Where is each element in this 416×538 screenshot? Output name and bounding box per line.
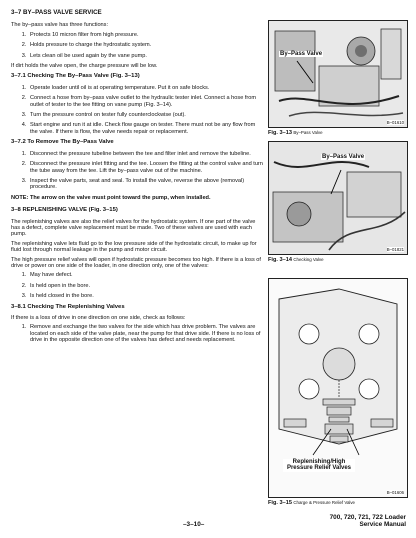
figure-number: Fig. 3–15: [268, 500, 292, 506]
figure-caption-text: By–Pass Valve: [293, 130, 323, 135]
figure-photo: [268, 20, 408, 128]
footer-manual: Service Manual: [359, 521, 406, 528]
figure-3-14: [268, 141, 408, 263]
figure-photo: [268, 141, 408, 255]
list-item: 2. Is held open in the bore.: [28, 283, 263, 289]
checking-steps: [11, 324, 263, 343]
list-item: 1. Disconnect the pressure tubeline between the tee and filter inlet and remove the tubeline.: [28, 151, 263, 157]
callout-label: By–Pass Valve: [322, 154, 365, 160]
figure-caption: [268, 130, 408, 136]
valve-states-list: [11, 272, 263, 299]
figure-caption-text: Checking Valve: [293, 257, 324, 262]
paragraph: The replenishing valves are also the relief valves for the hydrostatic system. If one part of the valve has a defect, complete valve replacement must be made. Two of these valves are used with each pump.: [11, 218, 256, 238]
functions-list: [11, 32, 263, 59]
checking-title: 3–8.1 Checking The Replenishing Valves: [11, 303, 125, 310]
figure-drawing: [268, 278, 408, 498]
section-title: 3–7 BY–PASS VALVE SERVICE: [11, 9, 102, 16]
list-item: 2. Holds pressure to charge the hydrostatic system.: [28, 42, 263, 48]
list-item: 4. Start engine and run it at idle. Check flow gauge on tester. There must not be any flow from the valve. If there is flow, the valve needs repair or replacement.: [28, 122, 263, 135]
remove-title: 3–7.2 To Remove The By–Pass Valve: [11, 139, 114, 146]
install-note: NOTE: The arrow on the valve must point toward the pump, when installed.: [11, 194, 211, 201]
engine-bay-illustration: [269, 21, 407, 127]
figure-caption-text: Charge & Pressure Relief Valve: [293, 500, 356, 505]
footer-model: 700, 720, 721, 722 Loader: [329, 514, 406, 521]
checking-intro: If there is a loss of drive in one direction on one side, check as follows:: [11, 315, 186, 321]
intro-text: The by–pass valve has three functions:: [11, 22, 109, 29]
main-text-column: [11, 10, 263, 348]
list-item: 2. Disconnect the pressure inlet fitting and the tee. Loosen the fitting at the control valve and turn the tube away from the tee. Lift the by–pass valve out of the machine.: [28, 161, 263, 174]
figure-ref: B–01610: [386, 120, 404, 125]
page-number: –3–10–: [183, 521, 205, 528]
list-item: 1. May have defect.: [28, 272, 263, 278]
list-item: 3. Turn the pressure control on tester fully counterclockwise (out).: [28, 112, 263, 118]
remove-steps: [11, 151, 263, 191]
list-item: 3. Is held closed in the bore.: [28, 293, 263, 299]
figure-3-13: [268, 20, 408, 136]
figure-number: Fig. 3–14: [268, 257, 292, 263]
figure-caption: [268, 257, 408, 263]
figure-3-15: [268, 278, 408, 506]
figure-caption: [268, 500, 408, 506]
callout-label: Replenishing/High Pressure Relief Valves: [283, 459, 355, 472]
manual-footer: [330, 514, 406, 528]
paragraph: The high pressure relief valves will open if hydrostatic pressure becomes too high. If there is a loss of drive or power on one side of the loader, in one direction only, one of the valves:: [11, 256, 261, 269]
paragraph: The replenishing valve lets fluid go to the low pressure side of the hydrostatic circuit, to make up for fluid lost through normal leakage in the pump and motor circuit.: [11, 240, 257, 254]
list-item: 3. Inspect the valve parts, seat and seal. To install the valve, reverse the above (removal) procedure.: [28, 178, 263, 191]
list-item: 1. Protects 10 micron filter from high pressure.: [28, 32, 263, 38]
figure-number: Fig. 3–13: [268, 130, 292, 136]
replenish-title: 3–8 REPLENISHING VALVE (Fig. 3–15): [11, 207, 118, 214]
list-item: 2. Connect a hose from by–pass valve outlet to the hydraulic tester inlet. Connect a hose from outlet of tester to the tee fitting on vane pump (Fig. 3–14).: [28, 95, 263, 108]
list-item: 3. Lets clean oil be used again by the vane pump.: [28, 53, 263, 59]
list-item: 1. Operate loader until oil is at operating temperature. Put it on safe blocks.: [28, 85, 263, 91]
dirt-note: If dirt holds the valve open, the charge pressure will be low.: [11, 63, 158, 70]
figure-ref: B–01606: [386, 490, 404, 495]
check-title: 3–7.1 Checking The By–Pass Valve (Fig. 3–13): [11, 73, 140, 80]
figure-ref: B–01821: [386, 247, 404, 252]
callout-label: By–Pass Valve: [280, 51, 323, 57]
check-steps: [11, 85, 263, 135]
list-item: 1. Remove and exchange the two valves for the side which has drive problem. The valves are located on each side of the valve plate, near the pump for that drive side. If there is no loss of drive in the opposite direction one of the valves has defect and needs replacement.: [28, 324, 263, 343]
